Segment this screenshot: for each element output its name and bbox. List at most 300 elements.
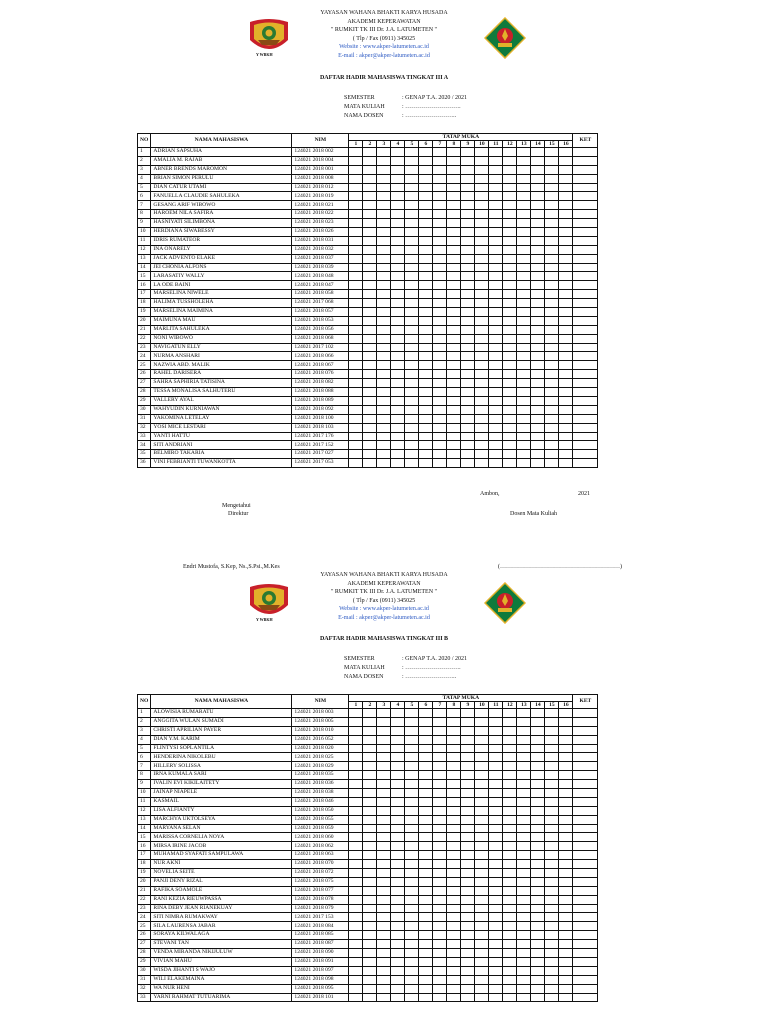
attendance-cell[interactable] <box>447 869 461 878</box>
attendance-cell[interactable] <box>349 281 363 290</box>
attendance-cell[interactable] <box>517 183 531 192</box>
attendance-cell[interactable] <box>377 254 391 263</box>
attendance-cell[interactable] <box>475 842 489 851</box>
remarks-cell[interactable] <box>573 450 598 459</box>
attendance-cell[interactable] <box>447 744 461 753</box>
attendance-cell[interactable] <box>405 877 419 886</box>
attendance-cell[interactable] <box>377 726 391 735</box>
attendance-cell[interactable] <box>531 156 545 165</box>
attendance-cell[interactable] <box>545 228 559 237</box>
attendance-cell[interactable] <box>419 780 433 789</box>
attendance-cell[interactable] <box>447 984 461 993</box>
attendance-cell[interactable] <box>377 833 391 842</box>
attendance-cell[interactable] <box>517 717 531 726</box>
attendance-cell[interactable] <box>503 148 517 157</box>
attendance-cell[interactable] <box>349 245 363 254</box>
attendance-cell[interactable] <box>447 210 461 219</box>
attendance-cell[interactable] <box>419 949 433 958</box>
attendance-cell[interactable] <box>475 780 489 789</box>
attendance-cell[interactable] <box>517 396 531 405</box>
attendance-cell[interactable] <box>489 709 503 718</box>
attendance-cell[interactable] <box>405 895 419 904</box>
attendance-cell[interactable] <box>419 272 433 281</box>
attendance-cell[interactable] <box>517 993 531 1002</box>
attendance-cell[interactable] <box>531 272 545 281</box>
attendance-cell[interactable] <box>377 797 391 806</box>
attendance-cell[interactable] <box>363 432 377 441</box>
attendance-cell[interactable] <box>545 895 559 904</box>
attendance-cell[interactable] <box>433 228 447 237</box>
attendance-cell[interactable] <box>461 254 475 263</box>
attendance-cell[interactable] <box>349 815 363 824</box>
attendance-cell[interactable] <box>419 975 433 984</box>
attendance-cell[interactable] <box>517 842 531 851</box>
attendance-cell[interactable] <box>531 753 545 762</box>
attendance-cell[interactable] <box>559 183 573 192</box>
attendance-cell[interactable] <box>391 726 405 735</box>
attendance-cell[interactable] <box>363 352 377 361</box>
attendance-cell[interactable] <box>461 735 475 744</box>
attendance-cell[interactable] <box>349 165 363 174</box>
attendance-cell[interactable] <box>433 913 447 922</box>
attendance-cell[interactable] <box>489 219 503 228</box>
attendance-cell[interactable] <box>503 450 517 459</box>
attendance-cell[interactable] <box>545 263 559 272</box>
attendance-cell[interactable] <box>559 361 573 370</box>
remarks-cell[interactable] <box>573 379 598 388</box>
attendance-cell[interactable] <box>433 824 447 833</box>
attendance-cell[interactable] <box>377 789 391 798</box>
attendance-cell[interactable] <box>419 165 433 174</box>
attendance-cell[interactable] <box>363 148 377 157</box>
attendance-cell[interactable] <box>447 886 461 895</box>
remarks-cell[interactable] <box>573 432 598 441</box>
attendance-cell[interactable] <box>377 352 391 361</box>
attendance-cell[interactable] <box>517 744 531 753</box>
attendance-cell[interactable] <box>489 753 503 762</box>
attendance-cell[interactable] <box>349 423 363 432</box>
attendance-cell[interactable] <box>419 254 433 263</box>
attendance-cell[interactable] <box>419 753 433 762</box>
attendance-cell[interactable] <box>363 895 377 904</box>
attendance-cell[interactable] <box>531 762 545 771</box>
attendance-cell[interactable] <box>377 931 391 940</box>
attendance-cell[interactable] <box>489 824 503 833</box>
attendance-cell[interactable] <box>377 379 391 388</box>
attendance-cell[interactable] <box>545 361 559 370</box>
remarks-cell[interactable] <box>573 984 598 993</box>
attendance-cell[interactable] <box>503 245 517 254</box>
attendance-cell[interactable] <box>433 299 447 308</box>
attendance-cell[interactable] <box>531 735 545 744</box>
remarks-cell[interactable] <box>573 735 598 744</box>
attendance-cell[interactable] <box>363 201 377 210</box>
attendance-cell[interactable] <box>461 842 475 851</box>
attendance-cell[interactable] <box>433 325 447 334</box>
attendance-cell[interactable] <box>545 780 559 789</box>
attendance-cell[interactable] <box>405 414 419 423</box>
attendance-cell[interactable] <box>447 254 461 263</box>
attendance-cell[interactable] <box>377 771 391 780</box>
attendance-cell[interactable] <box>419 735 433 744</box>
attendance-cell[interactable] <box>475 851 489 860</box>
attendance-cell[interactable] <box>391 877 405 886</box>
attendance-cell[interactable] <box>559 281 573 290</box>
attendance-cell[interactable] <box>545 450 559 459</box>
attendance-cell[interactable] <box>475 709 489 718</box>
attendance-cell[interactable] <box>391 949 405 958</box>
attendance-cell[interactable] <box>447 877 461 886</box>
attendance-cell[interactable] <box>545 192 559 201</box>
attendance-cell[interactable] <box>531 281 545 290</box>
attendance-cell[interactable] <box>391 201 405 210</box>
attendance-cell[interactable] <box>461 219 475 228</box>
attendance-cell[interactable] <box>391 192 405 201</box>
attendance-cell[interactable] <box>517 459 531 468</box>
attendance-cell[interactable] <box>363 299 377 308</box>
remarks-cell[interactable] <box>573 192 598 201</box>
remarks-cell[interactable] <box>573 201 598 210</box>
remarks-cell[interactable] <box>573 210 598 219</box>
attendance-cell[interactable] <box>349 860 363 869</box>
attendance-cell[interactable] <box>475 860 489 869</box>
attendance-cell[interactable] <box>419 441 433 450</box>
attendance-cell[interactable] <box>503 771 517 780</box>
attendance-cell[interactable] <box>419 183 433 192</box>
attendance-cell[interactable] <box>531 851 545 860</box>
remarks-cell[interactable] <box>573 334 598 343</box>
attendance-cell[interactable] <box>475 984 489 993</box>
attendance-cell[interactable] <box>461 228 475 237</box>
attendance-cell[interactable] <box>377 432 391 441</box>
attendance-cell[interactable] <box>419 957 433 966</box>
attendance-cell[interactable] <box>545 913 559 922</box>
remarks-cell[interactable] <box>573 325 598 334</box>
attendance-cell[interactable] <box>447 228 461 237</box>
attendance-cell[interactable] <box>377 165 391 174</box>
attendance-cell[interactable] <box>363 165 377 174</box>
attendance-cell[interactable] <box>489 281 503 290</box>
attendance-cell[interactable] <box>405 245 419 254</box>
attendance-cell[interactable] <box>419 245 433 254</box>
attendance-cell[interactable] <box>475 735 489 744</box>
attendance-cell[interactable] <box>475 414 489 423</box>
attendance-cell[interactable] <box>433 984 447 993</box>
attendance-cell[interactable] <box>377 370 391 379</box>
attendance-cell[interactable] <box>391 780 405 789</box>
attendance-cell[interactable] <box>349 877 363 886</box>
attendance-cell[interactable] <box>489 148 503 157</box>
attendance-cell[interactable] <box>475 352 489 361</box>
remarks-cell[interactable] <box>573 886 598 895</box>
attendance-cell[interactable] <box>461 993 475 1002</box>
attendance-cell[interactable] <box>447 219 461 228</box>
attendance-cell[interactable] <box>405 815 419 824</box>
attendance-cell[interactable] <box>461 860 475 869</box>
attendance-cell[interactable] <box>517 860 531 869</box>
attendance-cell[interactable] <box>419 281 433 290</box>
attendance-cell[interactable] <box>475 797 489 806</box>
attendance-cell[interactable] <box>377 316 391 325</box>
attendance-cell[interactable] <box>447 797 461 806</box>
attendance-cell[interactable] <box>489 165 503 174</box>
remarks-cell[interactable] <box>573 388 598 397</box>
attendance-cell[interactable] <box>377 423 391 432</box>
attendance-cell[interactable] <box>377 414 391 423</box>
attendance-cell[interactable] <box>405 396 419 405</box>
attendance-cell[interactable] <box>517 290 531 299</box>
attendance-cell[interactable] <box>461 726 475 735</box>
attendance-cell[interactable] <box>377 148 391 157</box>
attendance-cell[interactable] <box>405 771 419 780</box>
attendance-cell[interactable] <box>559 789 573 798</box>
attendance-cell[interactable] <box>559 245 573 254</box>
attendance-cell[interactable] <box>545 735 559 744</box>
attendance-cell[interactable] <box>349 975 363 984</box>
attendance-cell[interactable] <box>475 993 489 1002</box>
attendance-cell[interactable] <box>391 957 405 966</box>
attendance-cell[interactable] <box>433 219 447 228</box>
attendance-cell[interactable] <box>545 423 559 432</box>
attendance-cell[interactable] <box>447 993 461 1002</box>
attendance-cell[interactable] <box>391 441 405 450</box>
attendance-cell[interactable] <box>349 316 363 325</box>
attendance-cell[interactable] <box>405 263 419 272</box>
attendance-cell[interactable] <box>531 361 545 370</box>
attendance-cell[interactable] <box>405 940 419 949</box>
attendance-cell[interactable] <box>377 290 391 299</box>
attendance-cell[interactable] <box>433 405 447 414</box>
attendance-cell[interactable] <box>503 423 517 432</box>
attendance-cell[interactable] <box>391 414 405 423</box>
attendance-cell[interactable] <box>559 877 573 886</box>
attendance-cell[interactable] <box>475 290 489 299</box>
attendance-cell[interactable] <box>433 272 447 281</box>
attendance-cell[interactable] <box>447 753 461 762</box>
attendance-cell[interactable] <box>419 308 433 317</box>
attendance-cell[interactable] <box>419 824 433 833</box>
email-link[interactable]: E-mail : akper@akper-latumeten.ac.id <box>338 52 430 59</box>
attendance-cell[interactable] <box>475 228 489 237</box>
attendance-cell[interactable] <box>461 174 475 183</box>
attendance-cell[interactable] <box>363 753 377 762</box>
email-link[interactable]: E-mail : akper@akper-latumeten.ac.id <box>338 614 430 621</box>
attendance-cell[interactable] <box>503 228 517 237</box>
attendance-cell[interactable] <box>377 877 391 886</box>
attendance-cell[interactable] <box>349 717 363 726</box>
attendance-cell[interactable] <box>503 325 517 334</box>
attendance-cell[interactable] <box>349 780 363 789</box>
attendance-cell[interactable] <box>405 192 419 201</box>
attendance-cell[interactable] <box>363 931 377 940</box>
attendance-cell[interactable] <box>517 236 531 245</box>
attendance-cell[interactable] <box>433 851 447 860</box>
attendance-cell[interactable] <box>419 771 433 780</box>
attendance-cell[interactable] <box>461 441 475 450</box>
attendance-cell[interactable] <box>461 771 475 780</box>
attendance-cell[interactable] <box>517 156 531 165</box>
attendance-cell[interactable] <box>447 771 461 780</box>
attendance-cell[interactable] <box>545 789 559 798</box>
attendance-cell[interactable] <box>447 174 461 183</box>
attendance-cell[interactable] <box>405 379 419 388</box>
attendance-cell[interactable] <box>475 316 489 325</box>
attendance-cell[interactable] <box>531 780 545 789</box>
attendance-cell[interactable] <box>531 922 545 931</box>
attendance-cell[interactable] <box>377 957 391 966</box>
attendance-cell[interactable] <box>363 450 377 459</box>
remarks-cell[interactable] <box>573 165 598 174</box>
attendance-cell[interactable] <box>405 361 419 370</box>
attendance-cell[interactable] <box>503 904 517 913</box>
attendance-cell[interactable] <box>489 201 503 210</box>
remarks-cell[interactable] <box>573 922 598 931</box>
attendance-cell[interactable] <box>503 396 517 405</box>
attendance-cell[interactable] <box>405 709 419 718</box>
attendance-cell[interactable] <box>489 860 503 869</box>
attendance-cell[interactable] <box>545 379 559 388</box>
attendance-cell[interactable] <box>489 744 503 753</box>
attendance-cell[interactable] <box>433 922 447 931</box>
attendance-cell[interactable] <box>461 984 475 993</box>
attendance-cell[interactable] <box>405 753 419 762</box>
attendance-cell[interactable] <box>531 815 545 824</box>
attendance-cell[interactable] <box>461 886 475 895</box>
attendance-cell[interactable] <box>517 833 531 842</box>
attendance-cell[interactable] <box>433 726 447 735</box>
attendance-cell[interactable] <box>405 308 419 317</box>
attendance-cell[interactable] <box>363 183 377 192</box>
attendance-cell[interactable] <box>461 450 475 459</box>
attendance-cell[interactable] <box>559 308 573 317</box>
attendance-cell[interactable] <box>433 263 447 272</box>
attendance-cell[interactable] <box>377 334 391 343</box>
attendance-cell[interactable] <box>363 949 377 958</box>
attendance-cell[interactable] <box>363 245 377 254</box>
attendance-cell[interactable] <box>377 325 391 334</box>
attendance-cell[interactable] <box>433 156 447 165</box>
attendance-cell[interactable] <box>405 228 419 237</box>
attendance-cell[interactable] <box>517 210 531 219</box>
attendance-cell[interactable] <box>461 815 475 824</box>
attendance-cell[interactable] <box>377 361 391 370</box>
attendance-cell[interactable] <box>503 370 517 379</box>
attendance-cell[interactable] <box>377 842 391 851</box>
attendance-cell[interactable] <box>461 156 475 165</box>
attendance-cell[interactable] <box>503 824 517 833</box>
attendance-cell[interactable] <box>391 993 405 1002</box>
attendance-cell[interactable] <box>391 343 405 352</box>
attendance-cell[interactable] <box>349 753 363 762</box>
attendance-cell[interactable] <box>391 379 405 388</box>
attendance-cell[interactable] <box>363 984 377 993</box>
attendance-cell[interactable] <box>349 183 363 192</box>
attendance-cell[interactable] <box>349 886 363 895</box>
attendance-cell[interactable] <box>545 984 559 993</box>
attendance-cell[interactable] <box>405 744 419 753</box>
attendance-cell[interactable] <box>559 762 573 771</box>
attendance-cell[interactable] <box>447 343 461 352</box>
attendance-cell[interactable] <box>447 860 461 869</box>
remarks-cell[interactable] <box>573 148 598 157</box>
attendance-cell[interactable] <box>531 957 545 966</box>
attendance-cell[interactable] <box>405 174 419 183</box>
attendance-cell[interactable] <box>517 709 531 718</box>
attendance-cell[interactable] <box>461 405 475 414</box>
attendance-cell[interactable] <box>377 762 391 771</box>
attendance-cell[interactable] <box>489 192 503 201</box>
attendance-cell[interactable] <box>503 860 517 869</box>
attendance-cell[interactable] <box>419 219 433 228</box>
attendance-cell[interactable] <box>545 299 559 308</box>
attendance-cell[interactable] <box>349 913 363 922</box>
attendance-cell[interactable] <box>517 370 531 379</box>
attendance-cell[interactable] <box>517 869 531 878</box>
attendance-cell[interactable] <box>503 957 517 966</box>
attendance-cell[interactable] <box>503 201 517 210</box>
attendance-cell[interactable] <box>545 308 559 317</box>
attendance-cell[interactable] <box>545 975 559 984</box>
attendance-cell[interactable] <box>377 405 391 414</box>
attendance-cell[interactable] <box>503 361 517 370</box>
attendance-cell[interactable] <box>377 860 391 869</box>
attendance-cell[interactable] <box>447 780 461 789</box>
attendance-cell[interactable] <box>545 432 559 441</box>
attendance-cell[interactable] <box>419 709 433 718</box>
attendance-cell[interactable] <box>531 450 545 459</box>
attendance-cell[interactable] <box>377 236 391 245</box>
attendance-cell[interactable] <box>503 797 517 806</box>
attendance-cell[interactable] <box>391 396 405 405</box>
attendance-cell[interactable] <box>391 290 405 299</box>
attendance-cell[interactable] <box>559 388 573 397</box>
attendance-cell[interactable] <box>489 877 503 886</box>
attendance-cell[interactable] <box>363 815 377 824</box>
attendance-cell[interactable] <box>433 993 447 1002</box>
remarks-cell[interactable] <box>573 913 598 922</box>
attendance-cell[interactable] <box>391 842 405 851</box>
attendance-cell[interactable] <box>405 957 419 966</box>
remarks-cell[interactable] <box>573 709 598 718</box>
attendance-cell[interactable] <box>559 860 573 869</box>
attendance-cell[interactable] <box>433 940 447 949</box>
attendance-cell[interactable] <box>391 806 405 815</box>
attendance-cell[interactable] <box>419 922 433 931</box>
attendance-cell[interactable] <box>559 405 573 414</box>
attendance-cell[interactable] <box>475 450 489 459</box>
remarks-cell[interactable] <box>573 405 598 414</box>
attendance-cell[interactable] <box>349 922 363 931</box>
attendance-cell[interactable] <box>475 771 489 780</box>
attendance-cell[interactable] <box>489 869 503 878</box>
attendance-cell[interactable] <box>391 245 405 254</box>
attendance-cell[interactable] <box>377 228 391 237</box>
attendance-cell[interactable] <box>447 281 461 290</box>
attendance-cell[interactable] <box>475 717 489 726</box>
attendance-cell[interactable] <box>447 922 461 931</box>
attendance-cell[interactable] <box>447 459 461 468</box>
attendance-cell[interactable] <box>363 325 377 334</box>
attendance-cell[interactable] <box>377 904 391 913</box>
attendance-cell[interactable] <box>545 824 559 833</box>
attendance-cell[interactable] <box>531 228 545 237</box>
attendance-cell[interactable] <box>461 877 475 886</box>
attendance-cell[interactable] <box>559 352 573 361</box>
attendance-cell[interactable] <box>433 771 447 780</box>
remarks-cell[interactable] <box>573 236 598 245</box>
attendance-cell[interactable] <box>461 388 475 397</box>
attendance-cell[interactable] <box>433 869 447 878</box>
